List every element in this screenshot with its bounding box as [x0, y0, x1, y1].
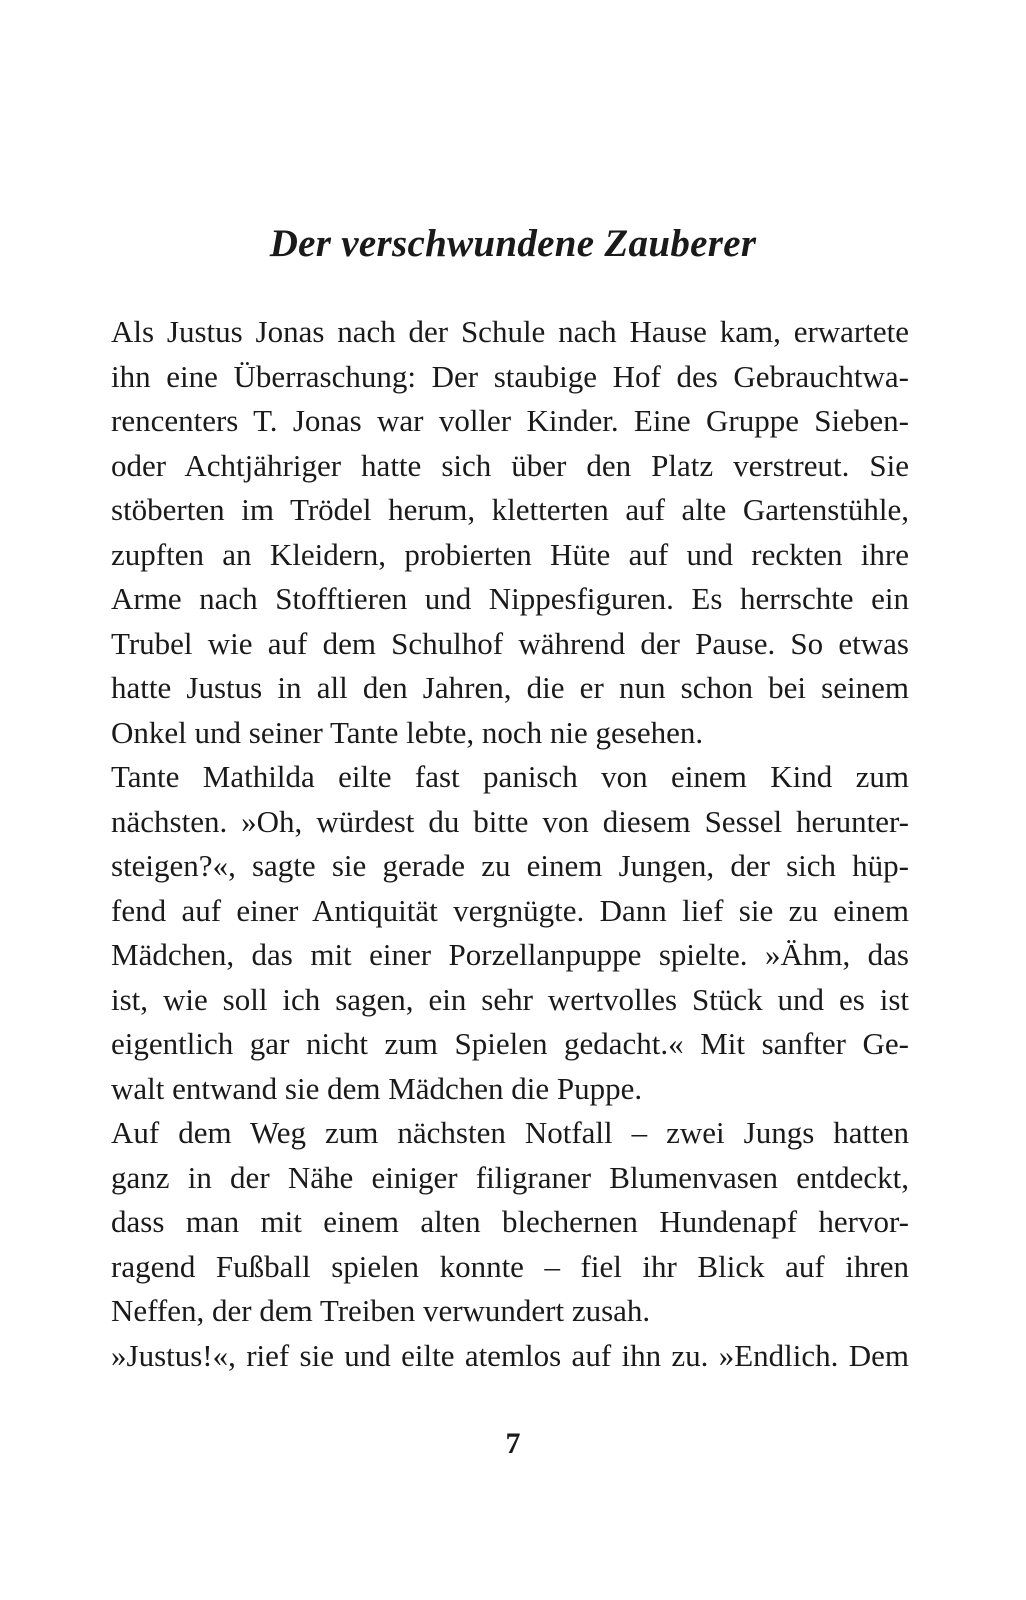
- body-text: [111, 310, 909, 1378]
- text-line: oder Achtjähriger hatte sich über den Platz verstreut. Sie: [111, 447, 909, 483]
- text-line: Arme nach Stofftieren und Nippesfiguren. Es herrschte ein: [111, 581, 909, 616]
- text-line: »Justus!«, rief sie und eilte atemlos auf ihn zu. »Endlich. Dem: [111, 1337, 909, 1373]
- text-line: Tante Mathilda eilte fast panisch von einem Kind zum: [111, 759, 909, 794]
- text-line: Mädchen, das mit einer Porzellanpuppe spielte. »Ähm, das: [111, 937, 909, 972]
- text-line: zupften an Kleidern, probierten Hüte auf und reckten ihre: [111, 536, 909, 572]
- text-line: stöberten im Trödel herum, kletterten auf alte Gartenstühle,: [111, 492, 909, 527]
- text-line: steigen?«, sagte sie gerade zu einem Jungen, der sich hüp-: [111, 848, 909, 883]
- text-line: fend auf einer Antiquität vergnügte. Dann lief sie zu einem: [111, 892, 909, 928]
- text-line: Auf dem Weg zum nächsten Notfall – zwei Jungs hatten: [111, 1115, 909, 1150]
- text-line: walt entwand sie dem Mädchen die Puppe.: [111, 1070, 643, 1106]
- text-line: eigentlich gar nicht zum Spielen gedacht.« Mit sanfter Ge-: [111, 1026, 909, 1061]
- text-line: Onkel und seiner Tante lebte, noch nie gesehen.: [111, 714, 704, 750]
- text-line: hatte Justus in all den Jahren, die er nun schon bei seinem: [111, 670, 909, 705]
- page-number: 7: [505, 1427, 521, 1460]
- text-line: Neffen, der dem Treiben verwundert zusah.: [111, 1293, 651, 1328]
- text-line: Trubel wie auf dem Schulhof während der Pause. So etwas: [111, 625, 909, 661]
- text-line: dass man mit einem alten blechernen Hundenapf hervor-: [111, 1204, 909, 1239]
- text-line: ist, wie soll ich sagen, ein sehr wertvolles Stück und es ist: [111, 981, 909, 1017]
- text-line: ihn eine Überraschung: Der staubige Hof des Gebrauchtwa-: [111, 358, 909, 394]
- chapter-title: Der verschwundene Zauberer: [269, 222, 757, 265]
- text-line: ragend Fußball spielen konnte – fiel ihr Blick auf ihren: [111, 1248, 909, 1284]
- text-line: rencenters T. Jonas war voller Kinder. Eine Gruppe Sieben-: [111, 403, 909, 438]
- text-line: nächsten. »Oh, würdest du bitte von diesem Sessel herunter-: [111, 803, 909, 839]
- text-line: ganz in der Nähe einiger filigraner Blumenvasen entdeckt,: [111, 1159, 909, 1195]
- text-line: Als Justus Jonas nach der Schule nach Hause kam, erwartete: [111, 314, 909, 349]
